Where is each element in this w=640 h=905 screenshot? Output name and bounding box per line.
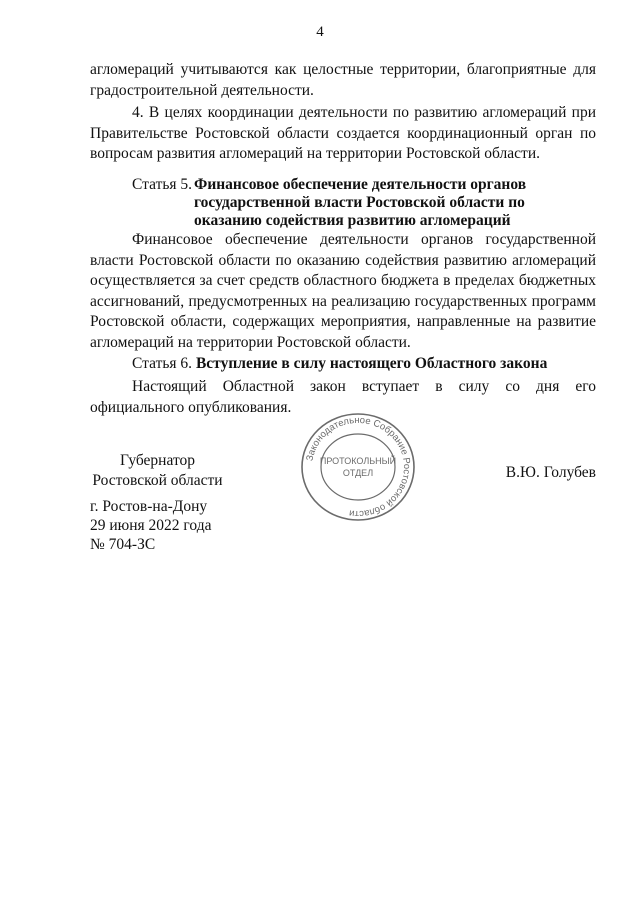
position-line: Губернатор [119,452,196,469]
item-4-text: 4. В целях координации деятельности по развитию агломераций при Правительстве Ростовской области создается координационный орган по вопросам развития агломераций на территории Ростовской области. [90,104,596,162]
article-6-label: Статья 6. [132,355,193,372]
article-6-title: Вступление в силу настоящего Областного закона [195,355,548,372]
signatory-name: В.Ю. Голубев [505,464,596,481]
article-5-title-line: оказанию содействия развитию агломераций [194,212,511,229]
official-stamp [298,412,418,522]
article-5-heading [132,176,554,230]
place-date-block [90,497,211,554]
law-number: № 704-ЗС [90,536,156,553]
article-5-label: Статья 5. [132,176,193,193]
date: 29 июня 2022 года [90,517,212,534]
stamp-center-line: ПРОТОКОЛЬНЫЙ [319,456,397,466]
article-6-heading [132,355,547,373]
continuation-text: агломераций учитываются как целостные территории, благоприятные для градостроительной деятельности. [90,61,596,99]
continuation-paragraph [90,60,596,101]
city: г. Ростов-на-Дону [90,498,208,515]
article-5-title-line: Финансовое обеспечение деятельности органов [194,176,527,193]
stamp-ring-text: Законодательное Собрание Ростовской области [304,414,413,520]
article-5-title [194,176,554,230]
page-number: 4 [316,24,324,40]
position-line: Ростовской области [92,472,223,489]
stamp-center-line: ОТДЕЛ [342,468,374,478]
article-5-paragraph [90,230,596,353]
article-5-text: Финансовое обеспечение деятельности органов государственной власти Ростовской области по оказанию содействия развитию агломераций осуществляется за счет средств областного бюджета в пределах бюджетных ассигнований, предусмотренных на реализацию государственных программ Ростовской области, содержащих мероприятия, направленные на развитие агломераций на территории Ростовской области. [90,231,596,351]
signatory-position [90,451,225,491]
stamp-inner-ring [321,434,395,500]
item-4-paragraph [90,103,596,165]
article-6-text: Настоящий Областной закон вступает в силу со дня его официального опубликования. [90,378,596,416]
stamp-outer-ring [302,414,414,520]
article-5-title-line: государственной власти Ростовской области по [194,194,525,211]
